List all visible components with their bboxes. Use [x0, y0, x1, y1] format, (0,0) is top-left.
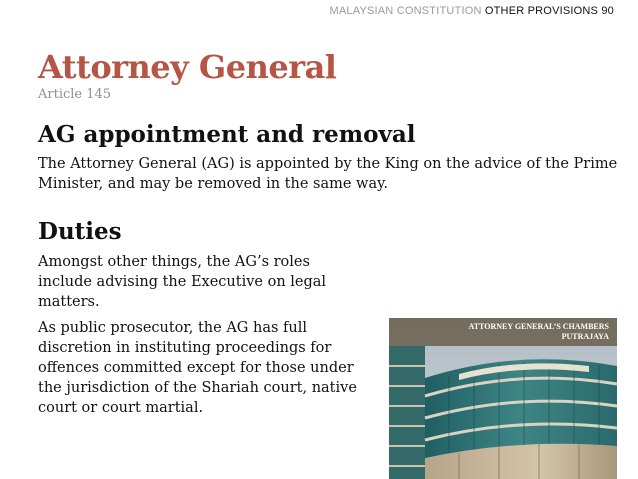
header-chapter: OTHER PROVISIONS [484, 5, 599, 17]
duties-heading: Duties [38, 218, 122, 245]
appointment-body: The Attorney General (AG) is appointed by the King on the advice of the Prime Minister, and may be removed in the same way. [38, 156, 618, 192]
duties-paragraph-prosecutor: As public prosecutor, the AG has full discretion in instituting proceedings for offences committed except for those under the jurisdiction of the Shariah court, native court or court martial. [38, 320, 357, 416]
building-photo [389, 318, 617, 479]
caption-line-2: PUTRAJAYA [561, 332, 609, 341]
running-header [330, 5, 615, 17]
article-reference: Article 145 [38, 87, 112, 102]
appointment-heading: AG appointment and removal [38, 121, 416, 148]
page-number: 90 [601, 5, 614, 17]
duties-paragraph-advising: Amongst other things, the AG’s roles include advising the Executive on legal matters. [38, 254, 327, 310]
caption-line-1: ATTORNEY GENERAL’S CHAMBERS [468, 322, 609, 331]
header-section: MALAYSIAN CONSTITUTION [329, 5, 482, 17]
photo-caption [389, 318, 617, 346]
page-title: Attorney General [38, 48, 337, 86]
